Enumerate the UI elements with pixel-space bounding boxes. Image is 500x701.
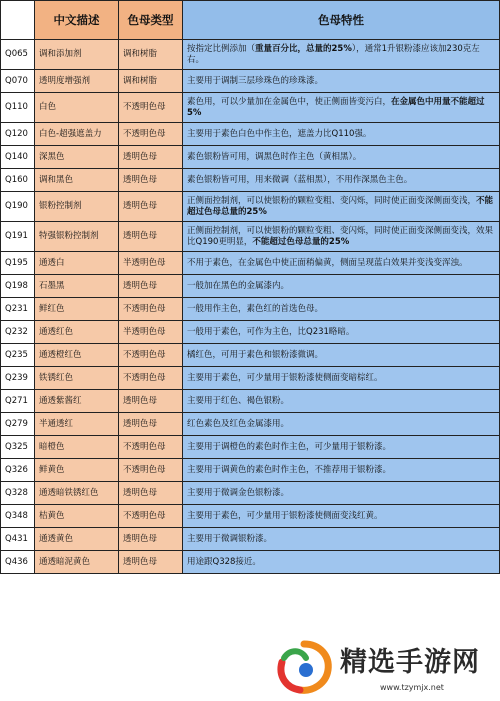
pigment-property-cell (183, 528, 500, 551)
pigment-property-cell (183, 367, 500, 390)
watermark-brand-text: 精选手游网 (340, 647, 480, 678)
table-row (1, 528, 500, 551)
table-row (1, 146, 500, 169)
pigment-property-cell (183, 505, 500, 528)
property-text: 主要用于素色，可少量用于银粉漆使侧面变暗棕红。 (187, 372, 383, 383)
table-row (1, 413, 500, 436)
pigment-type-cell: 不透明色母 (119, 344, 183, 367)
pigment-type-cell: 透明色母 (119, 222, 183, 252)
table-row (1, 123, 500, 146)
code-cell: Q198 (1, 275, 35, 298)
watermark (268, 634, 500, 701)
table-row (1, 252, 500, 275)
pigment-type-cell: 不透明色母 (119, 436, 183, 459)
table-row (1, 436, 500, 459)
pigment-type-cell: 不透明色母 (119, 93, 183, 123)
chinese-description-cell: 通透红色 (35, 321, 119, 344)
property-emphasis-text: 重量百分比，总量的25% (255, 43, 352, 54)
property-text: 主要用于红色、褐色银粉。 (187, 395, 290, 406)
code-cell: Q160 (1, 169, 35, 192)
pigment-type-cell: 透明色母 (119, 413, 183, 436)
chinese-description-cell: 通透暗泥黄色 (35, 551, 119, 574)
table-row (1, 459, 500, 482)
chinese-description-cell: 银粉控制剂 (35, 192, 119, 222)
table-row (1, 321, 500, 344)
pigment-type-cell: 不透明色母 (119, 459, 183, 482)
table-row (1, 505, 500, 528)
pigment-property-cell (183, 222, 500, 252)
chinese-description-cell: 暗橙色 (35, 436, 119, 459)
property-text: 主要用于微调金色银粉漆。 (187, 487, 290, 498)
table-row (1, 390, 500, 413)
table-row (1, 93, 500, 123)
pigment-type-cell: 透明色母 (119, 169, 183, 192)
property-text: 主要用于微调银粉漆。 (187, 533, 273, 544)
code-cell: Q195 (1, 252, 35, 275)
chinese-description-cell: 调和添加剂 (35, 40, 119, 70)
property-emphasis-text: 不能超过色母总量的25% (252, 236, 350, 247)
watermark-url-text: www.tzymjx.net (380, 683, 444, 692)
chinese-description-cell: 半通透红 (35, 413, 119, 436)
pigment-type-cell: 透明色母 (119, 551, 183, 574)
chinese-description-cell: 透明度增强剂 (35, 70, 119, 93)
pigment-property-cell (183, 275, 500, 298)
code-cell: Q239 (1, 367, 35, 390)
chinese-description-cell: 白色 (35, 93, 119, 123)
chinese-description-cell: 通透白 (35, 252, 119, 275)
table-row (1, 367, 500, 390)
pigment-property-cell (183, 390, 500, 413)
code-cell: Q065 (1, 40, 35, 70)
chinese-description-cell: 桔黄色 (35, 505, 119, 528)
table-row (1, 344, 500, 367)
property-emphasis-text: 在金属色中用量不能超过5% (187, 96, 485, 118)
code-cell: Q110 (1, 93, 35, 123)
pigment-property-cell (183, 321, 500, 344)
property-text: 素色银粉皆可用，调黑色时作主色（黄相黑）。 (187, 151, 362, 162)
property-text: 主要用于素色白色中作主色，遮盖力比Q110强。 (187, 128, 372, 139)
pigment-type-cell: 透明色母 (119, 390, 183, 413)
property-text: 主要用于调黄色的素色时作主色，不推荐用于银粉漆。 (187, 464, 392, 475)
table-row (1, 192, 500, 222)
header-pigment-properties: 色母特性 (183, 1, 500, 40)
chinese-description-cell: 通透黄色 (35, 528, 119, 551)
header-chinese-description: 中文描述 (35, 1, 119, 40)
property-text: 用途跟Q328接近。 (187, 556, 261, 567)
pigment-property-cell (183, 146, 500, 169)
pigment-type-cell: 透明色母 (119, 482, 183, 505)
pigment-property-cell (183, 413, 500, 436)
chinese-description-cell: 鲜红色 (35, 298, 119, 321)
chinese-description-cell: 深黑色 (35, 146, 119, 169)
property-text: 按指定比例添加（ (187, 43, 256, 54)
code-cell: Q279 (1, 413, 35, 436)
pigment-property-cell (183, 252, 500, 275)
property-text: 一般用于素色，可作为主色，比Q231略暗。 (187, 326, 355, 337)
pigment-property-cell (183, 344, 500, 367)
property-text: ），通常1升银粉漆应该加230克左右。 (187, 43, 480, 65)
chinese-description-cell: 通透橙红色 (35, 344, 119, 367)
code-cell: Q070 (1, 70, 35, 93)
chinese-description-cell: 石墨黑 (35, 275, 119, 298)
property-text: 素色用，可以少量加在金属色中，使正侧面皆变污白， (187, 96, 392, 107)
pigment-property-cell (183, 551, 500, 574)
chinese-description-cell: 特强银粉控制剂 (35, 222, 119, 252)
table-row (1, 70, 500, 93)
table-row (1, 40, 500, 70)
pigment-type-cell: 透明色母 (119, 146, 183, 169)
chinese-description-cell: 调和黑色 (35, 169, 119, 192)
code-cell: Q325 (1, 436, 35, 459)
code-cell: Q436 (1, 551, 35, 574)
pigment-property-cell (183, 123, 500, 146)
pigment-property-cell (183, 169, 500, 192)
code-cell: Q328 (1, 482, 35, 505)
pigment-property-cell (183, 192, 500, 222)
pigment-property-cell (183, 482, 500, 505)
pigment-type-cell: 不透明色母 (119, 367, 183, 390)
chinese-description-cell: 通透暗铁锈红色 (35, 482, 119, 505)
chinese-description-cell: 鲜黄色 (35, 459, 119, 482)
pigment-type-cell: 透明色母 (119, 528, 183, 551)
code-cell: Q140 (1, 146, 35, 169)
pigment-property-cell (183, 70, 500, 93)
code-cell: Q231 (1, 298, 35, 321)
code-cell: Q191 (1, 222, 35, 252)
chinese-description-cell: 铁锈红色 (35, 367, 119, 390)
property-text: 正侧面控制剂，可以使银粉的颗粒变粗、变闪烁，同时使正面变深侧面变浅，效果比Q190更明显， (187, 225, 494, 247)
pigment-type-cell: 透明色母 (119, 192, 183, 222)
code-cell: Q271 (1, 390, 35, 413)
header-pigment-type: 色母类型 (119, 1, 183, 40)
pigment-type-cell: 半透明色母 (119, 252, 183, 275)
code-cell: Q235 (1, 344, 35, 367)
chinese-description-cell: 白色-超强遮盖力 (35, 123, 119, 146)
pigment-type-cell: 透明色母 (119, 275, 183, 298)
property-text: 主要用于调橙色的素色时作主色，可少量用于银粉漆。 (187, 441, 392, 452)
pigment-type-cell: 不透明色母 (119, 298, 183, 321)
pigment-type-cell: 调和树脂 (119, 40, 183, 70)
table-row (1, 275, 500, 298)
property-text: 不用于素色，在金属色中使正面稍偏黄，侧面呈现蓝白效果并变浅变浑浊。 (187, 257, 468, 268)
table-row (1, 298, 500, 321)
pigment-type-cell: 调和树脂 (119, 70, 183, 93)
pigment-type-cell: 不透明色母 (119, 505, 183, 528)
table-header-row (1, 1, 500, 40)
property-text: 素色银粉皆可用，用来微调（蓝相黑），不用作深黑色主色。 (187, 174, 413, 185)
table-row (1, 222, 500, 252)
pigment-type-cell: 半透明色母 (119, 321, 183, 344)
property-text: 一般用作主色，素色红的首选色母。 (187, 303, 324, 314)
pigment-property-cell (183, 298, 500, 321)
code-cell: Q431 (1, 528, 35, 551)
pigment-property-cell (183, 459, 500, 482)
property-text: 主要用于素色，可少量用于银粉漆使侧面变浅红黄。 (187, 510, 383, 521)
code-cell: Q232 (1, 321, 35, 344)
code-cell: Q120 (1, 123, 35, 146)
property-emphasis-text: 不能超过色母总量的25% (187, 195, 494, 217)
code-cell: Q326 (1, 459, 35, 482)
property-text: 红色素色及红色金属漆用。 (187, 418, 290, 429)
table-row (1, 551, 500, 574)
pigment-type-cell: 不透明色母 (119, 123, 183, 146)
pigment-property-cell (183, 93, 500, 123)
table-row (1, 482, 500, 505)
chinese-description-cell: 通透紫酱红 (35, 390, 119, 413)
property-text: 橘红色，可用于素色和银粉漆微调。 (187, 349, 324, 360)
swirl-logo-icon (272, 638, 336, 698)
code-cell: Q190 (1, 192, 35, 222)
table-row (1, 169, 500, 192)
header-code (1, 1, 35, 40)
code-cell: Q348 (1, 505, 35, 528)
pigment-property-cell (183, 436, 500, 459)
pigment-property-cell (183, 40, 500, 70)
property-text: 主要用于调制三层珍珠色的珍珠漆。 (187, 75, 324, 86)
property-text: 一般加在黑色的金属漆内。 (187, 280, 290, 291)
property-text: 正侧面控制剂，可以使银粉的颗粒变粗、变闪烁，同时使正面变深侧面变浅， (187, 195, 477, 206)
